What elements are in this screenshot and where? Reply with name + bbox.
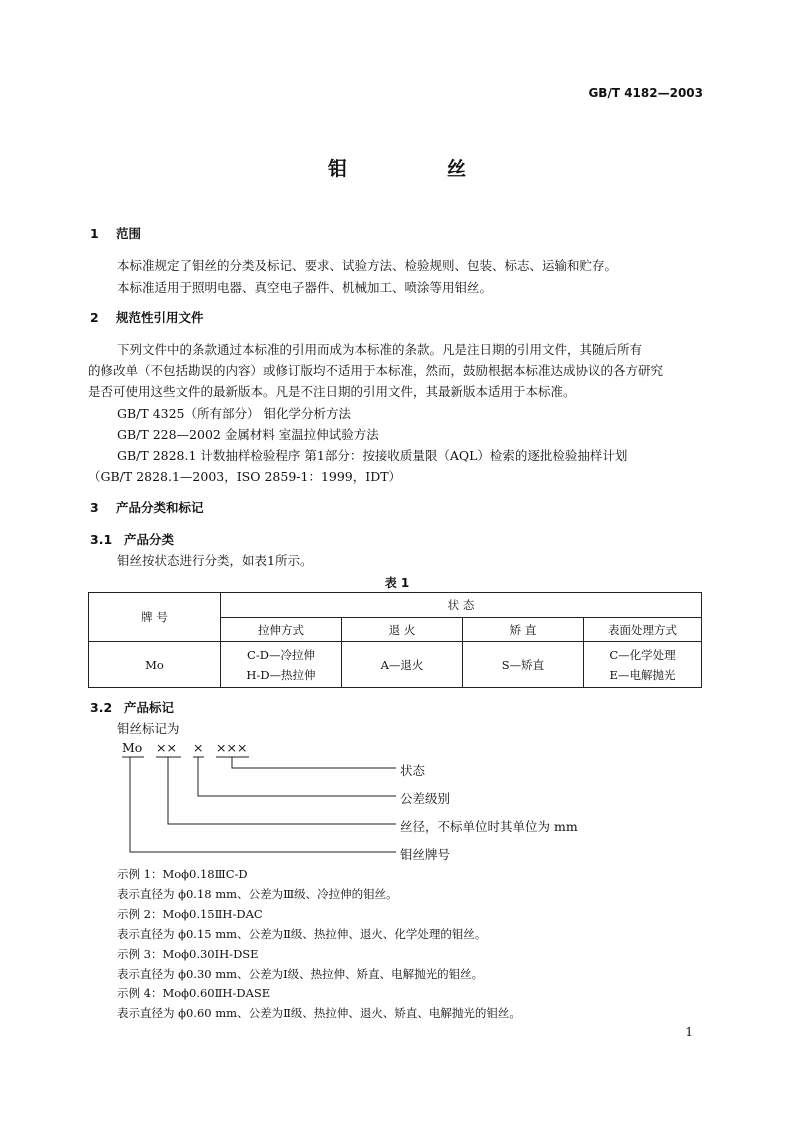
- section-title: 产品分类: [124, 532, 175, 547]
- paragraph: 本标准规定了钼丝的分类及标记、要求、试验方法、检验规则、包装、标志、运输和贮存。: [117, 258, 618, 273]
- cell-line: C—化学处理: [609, 647, 676, 662]
- example-desc: 表示直径为 ϕ0.30 mm、公差为Ⅰ级、热拉伸、矫直、电解抛光的钼丝。: [117, 967, 484, 981]
- table-subheader: 拉伸方式: [221, 618, 342, 642]
- paragraph: 钼丝标记为: [117, 721, 180, 736]
- marking-label-tolerance: 公差级别: [400, 791, 451, 806]
- table-cell-anneal: A—退火: [342, 642, 463, 688]
- marking-label-grade: 钼丝牌号: [400, 847, 451, 862]
- table-cell-grade: Mo: [89, 642, 221, 688]
- marking-label-diameter: 丝径，不标单位时其单位为 mm: [400, 819, 578, 834]
- example-code: 示例 4：Moϕ0.60ⅡH-DASE: [117, 986, 271, 1000]
- page-number: 1: [685, 1025, 693, 1039]
- marking-code-state: ×××: [216, 740, 248, 755]
- section-number: 2: [90, 310, 99, 325]
- section-number: 3.1: [90, 532, 113, 547]
- table-caption: 表 1: [384, 576, 410, 590]
- section-title: 规范性引用文件: [116, 310, 204, 325]
- section-title: 产品标记: [124, 700, 175, 715]
- paragraph-line: 下列文件中的条款通过本标准的引用而成为本标准的条款。凡是注日期的引用文件，其随后所有: [117, 342, 643, 357]
- marking-code-grade: Mo: [122, 740, 143, 755]
- standard-number: GB/T 4182—2003: [588, 86, 703, 100]
- paragraph: 本标准适用于照明电器、真空电子器件、机械加工、喷涂等用钼丝。: [117, 280, 493, 295]
- section-number: 3.2: [90, 700, 113, 715]
- example-code: 示例 2：Moϕ0.15ⅡH-DAC: [117, 907, 263, 921]
- example-desc: 表示直径为 ϕ0.15 mm、公差为Ⅱ级、热拉伸、退火、化学处理的钼丝。: [117, 927, 487, 941]
- paragraph-line: 的修改单（不包括勘误的内容）或修订版均不适用于本标准，然而，鼓励根据本标准达成协议的各方研究: [88, 363, 664, 378]
- example-code: 示例 1：Moϕ0.18ⅢC-D: [117, 867, 248, 881]
- reference-item-cont: （GB/T 2828.1—2003，ISO 2859-1：1999，IDT）: [88, 469, 402, 484]
- table-subheader: 表面处理方式: [584, 618, 702, 642]
- cell-line: E—电解抛光: [609, 667, 676, 682]
- marking-code-tolerance: ×: [193, 740, 204, 755]
- reference-item: GB/T 228—2002 金属材料 室温拉伸试验方法: [117, 427, 379, 442]
- table-header-state: 状 态: [221, 593, 702, 618]
- paragraph: 钼丝按状态进行分类，如表1所示。: [117, 553, 313, 568]
- section-number: 3: [90, 500, 99, 515]
- marking-code-diameter: ××: [156, 740, 177, 755]
- section-number: 1: [90, 226, 99, 241]
- table-header-grade: 牌 号: [89, 593, 221, 642]
- table-subheader: 退 火: [342, 618, 463, 642]
- example-desc: 表示直径为 ϕ0.18 mm、公差为Ⅲ级、冷拉伸的钼丝。: [117, 887, 398, 901]
- section-title: 范围: [116, 226, 142, 241]
- table-cell-straighten: S—矫直: [463, 642, 584, 688]
- example-code: 示例 3：Moϕ0.30ⅠH-DSE: [117, 947, 259, 961]
- table-subheader: 矫 直: [463, 618, 584, 642]
- reference-item: GB/T 2828.1 计数抽样检验程序 第1部分：按接收质量限（AQL）检索的逐批检验抽样计划: [117, 448, 628, 463]
- example-desc: 表示直径为 ϕ0.60 mm、公差为Ⅱ级、热拉伸、退火、矫直、电解抛光的钼丝。: [117, 1006, 521, 1020]
- marking-label-state: 状态: [400, 763, 426, 778]
- section-title: 产品分类和标记: [116, 500, 204, 515]
- page-title: 钼丝: [327, 158, 566, 180]
- reference-item: GB/T 4325（所有部分） 钼化学分析方法: [117, 406, 351, 421]
- paragraph-line: 是否可使用这些文件的最新版本。凡是不注日期的引用文件，其最新版本适用于本标准。: [88, 384, 576, 399]
- cell-line: C-D—冷拉伸: [247, 647, 315, 662]
- cell-line: H-D—热拉伸: [246, 667, 316, 682]
